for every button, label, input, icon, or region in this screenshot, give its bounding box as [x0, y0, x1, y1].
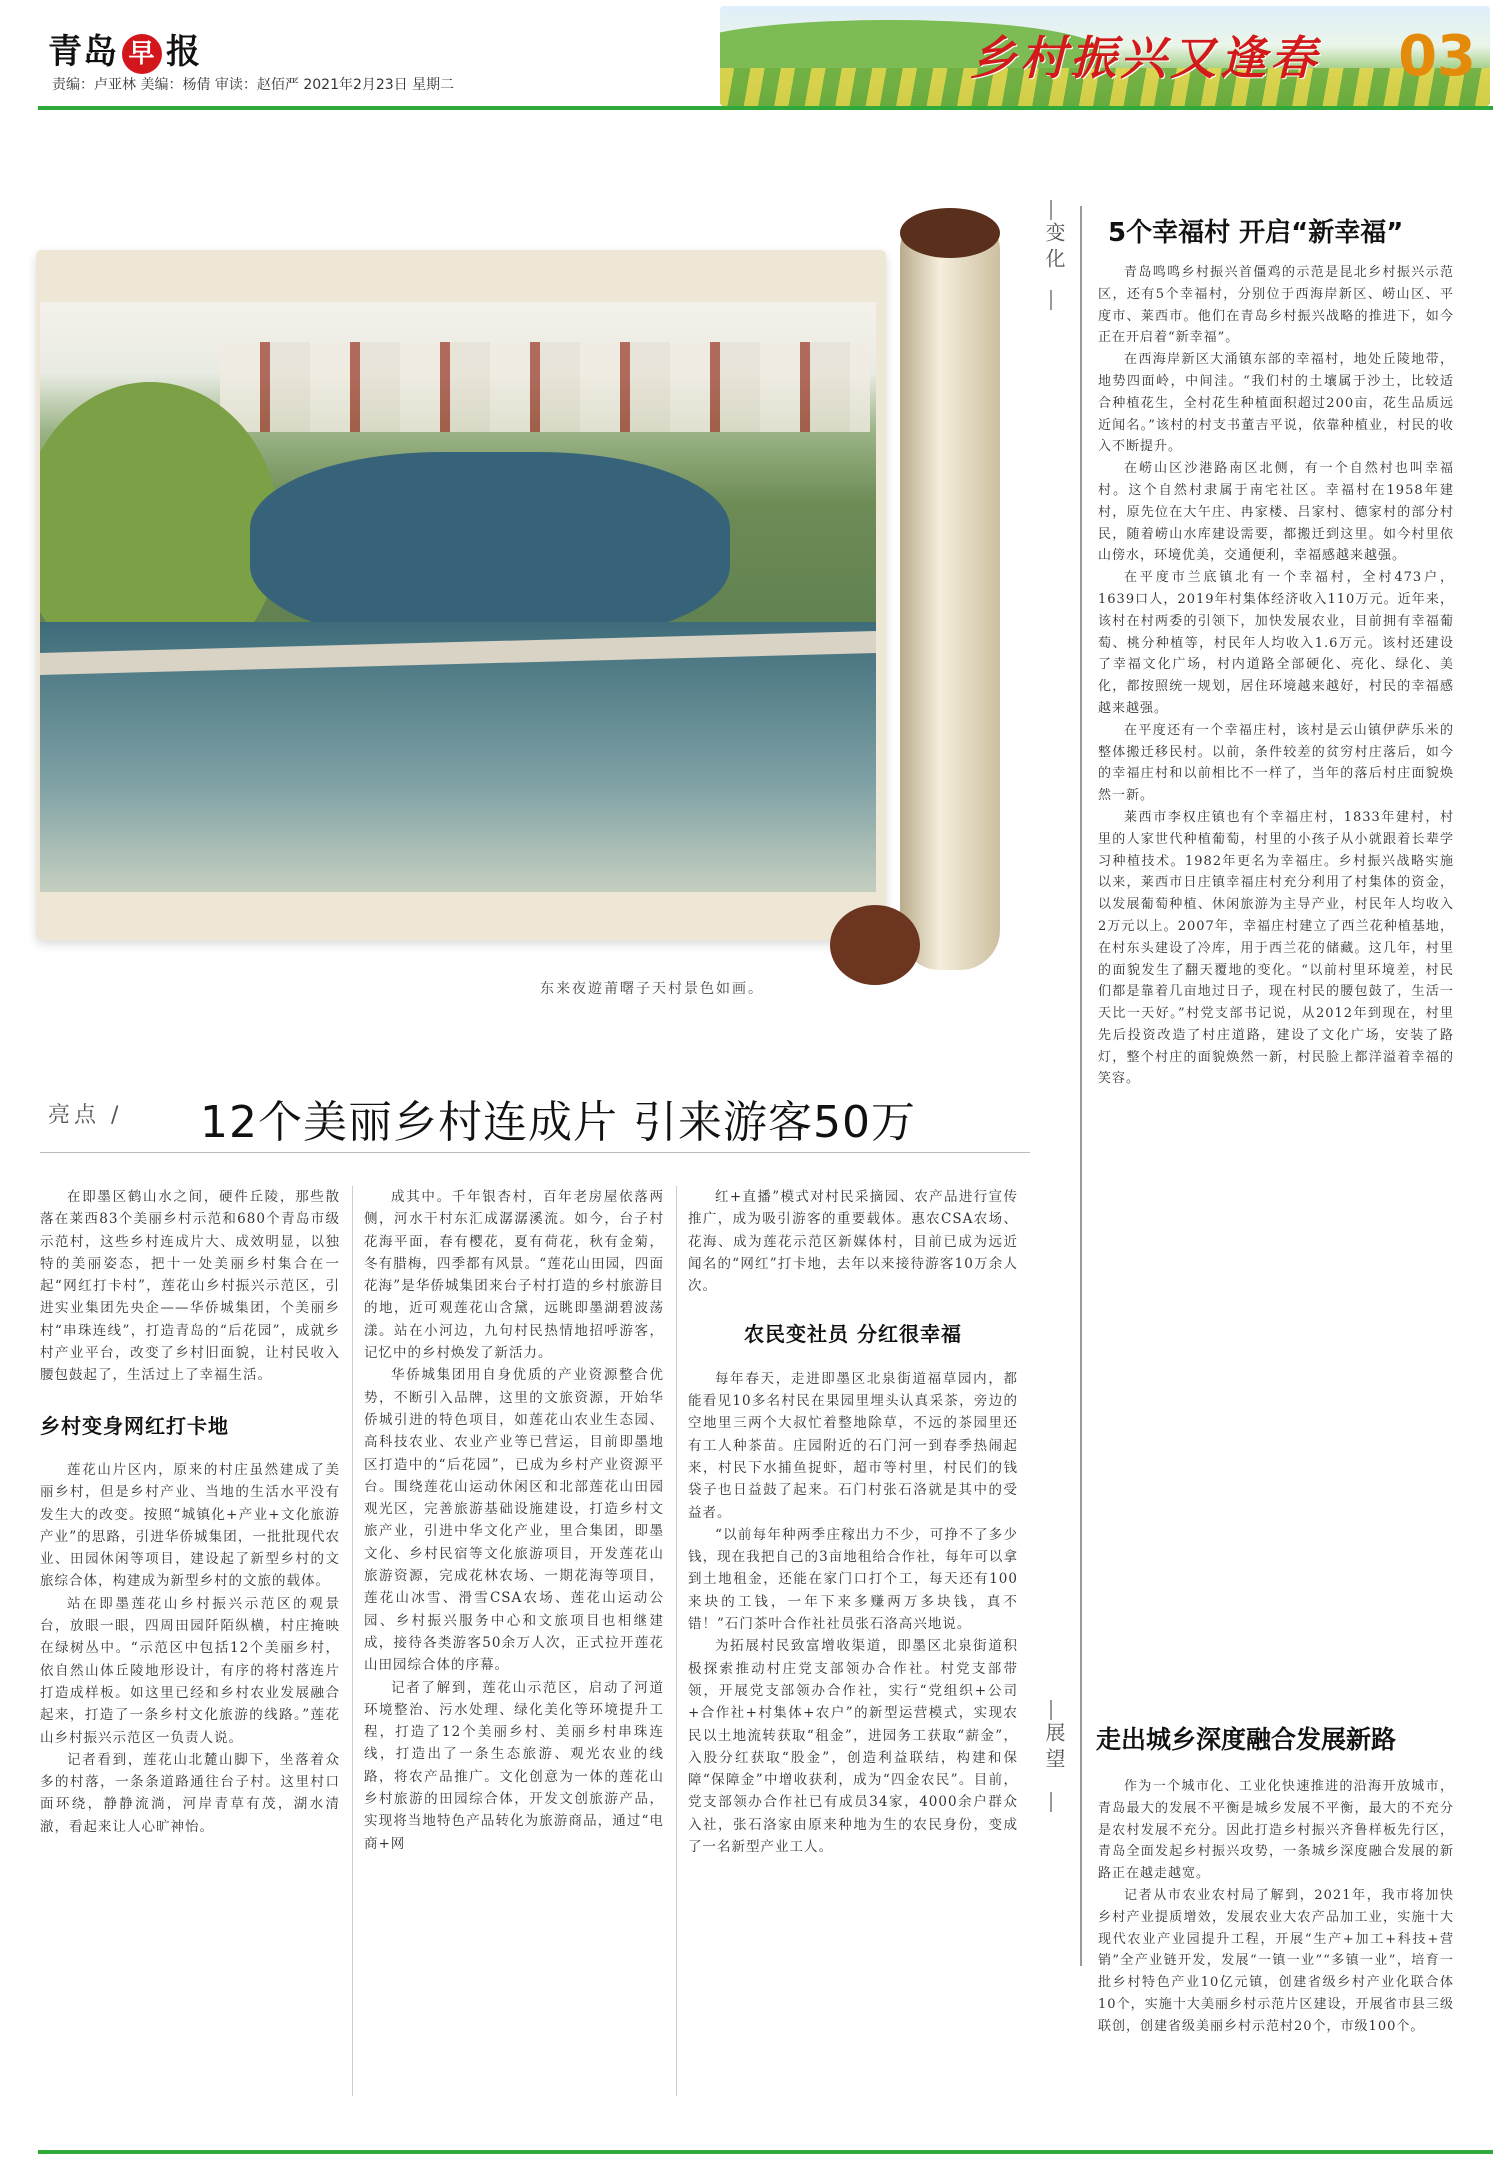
paragraph: 红+直播”模式对村民采摘园、农产品进行宣传推广，成为吸引游客的重要载体。惠农CSA农场、花海、成为莲花示范区新媒体村，目前已成为远近闻名的“网红”打卡地，去年以来接待游客10万余人次。 — [688, 1189, 1018, 1295]
section-tag-highlight: 亮点 / — [48, 1103, 123, 1128]
scroll-roll-cap-bottom — [830, 905, 920, 985]
paragraph: 在平度市兰底镇北有一个幸福村，全村473户，1639口人，2019年村集体经济收入110万元。近年来，该村在村两委的引领下，加快发展农业，目前拥有幸福葡萄、桃分种植等，村民年人均收入1.6万元。该村还建设了幸福文化广场，村内道路全部硬化、亮化、绿化、美化，都按照统一规划，居住环境越来越好，村民的幸福感越来越强。 — [1098, 570, 1454, 716]
section-title: 乡村振兴又逢春 — [970, 31, 1320, 85]
article-column-3 — [688, 1186, 1018, 2106]
scroll-roll-cap-top — [900, 208, 1000, 258]
subhead-village-checkin: 乡村变身网红打卡地 — [40, 1413, 229, 1438]
main-headline: 12个美丽乡村连成片 引来游客50万 — [200, 1097, 916, 1148]
photo-caption: 东来夜遊莆曙子天村景色如画。 — [540, 981, 764, 997]
paragraph: 记者从市农业农村局了解到，2021年，我市将加快乡村产业提质增效，发展农业大农产品加工业，实施十大现代农业产业园提升工程，开展“生产+加工+科技+营销”全产业链开发，发展“一镇一业”“多镇一业”，培育一批乡村特色产业10亿元镇，创建省级乡村产业化联合体10个，实施十大美丽乡村示范片区建设，开展省市县三级联创，创建省级美丽乡村示范村20个，市级100个。 — [1098, 1887, 1454, 2034]
paragraph: 成其中。千年银杏村，百年老房屋依落两侧，河水干村东汇成潺潺溪流。如今，台子村花海平面，春有樱花，夏有荷花，秋有金菊，冬有腊梅，四季都有风景。“莲花山田园，四面花海”是华侨城集团来台子村打造的乡村旅游目的地，近可观莲花山含黛，远眺即墨湖碧波荡漾。站在小河边，九句村民热情地招呼游客，记忆中的乡村焕发了新活力。 — [364, 1189, 664, 1362]
footer-rule — [38, 2150, 1493, 2154]
page-number: 03 — [1398, 24, 1476, 89]
paragraph: 在西海岸新区大涌镇东部的幸福村，地处丘陵地带，地势四面岭，中间洼。“我们村的土壤属于沙土，比较适合种植花生，全村花生种植面积超过200亩，花生品质远近闻名。”该村的村支书董吉平说，依靠种植业，村民的收入不断提升。 — [1098, 352, 1454, 455]
paragraph: 在平度还有一个幸福庄村，该村是云山镇伊萨乐米的整体搬迁移民村。以前，条件较差的贫穷村庄落后，如今的幸福庄村和以前相比不一样了，当年的落后村庄面貌焕然一新。 — [1098, 722, 1454, 804]
article-column-2 — [364, 1186, 664, 2106]
right-outlook-body — [1098, 1776, 1454, 2106]
paragraph: 莱西市李权庄镇也有个幸福庄村，1833年建村，村里的人家世代种植葡萄，村里的小孩子从小就跟着长辈学习种植技术。1982年更名为幸福庄。乡村振兴战略实施以来，莱西市日庄镇幸福庄村充分利用了村集体的资金，以发展葡萄种植、休闲旅游为主导产业，村民年人均收入2万元以上。2007年，幸福庄村建立了西兰花种植基地，在村东头建设了冷库，用于西兰花的储藏。这几年，村里的面貌发生了翻天覆地的变化。“以前村里环境差，村民们都是靠着几亩地过日子，现在村民的腰包鼓了，生活一天比一天好。”村党支部书记说，从2012年到现在，村里先后投资改造了村庄道路，建设了文化广场，安装了路灯，整个村庄的面貌焕然一新，村民脸上都洋溢着幸福的笑容。 — [1098, 809, 1454, 1087]
paragraph: 记者了解到，莲花山示范区，启动了河道环境整治、污水处理、绿化美化等环境提升工程，打造了12个美丽乡村、美丽乡村串珠连线，打造出了一条生态旅游、观光农业的线路，将农产品推广。文化创意为一体的莲花山乡村旅游的田园综合体，开发文创旅游产品，实现将当地特色产品转化为旅游商品，通过“电商+网 — [364, 1679, 664, 1852]
section-banner — [720, 6, 1490, 106]
column-divider — [1080, 206, 1082, 1966]
paragraph: 站在即墨莲花山乡村振兴示范区的观景台，放眼一眼，四周田园阡陌纵横，村庄掩映在绿树丛中。“示范区中包括12个美丽乡村，依自然山体丘陵地形设计，有序的将村落连片打造成样板。如这里已经和乡村农业发展融合起来，打造了一条乡村文化旅游的线路。”莲花山乡村振兴示范区一负责人说。 — [40, 1595, 340, 1746]
headline-rule — [40, 1152, 1030, 1153]
right-heading-urban-rural: 走出城乡深度融合发展新路 — [1096, 1725, 1397, 1754]
paragraph: 记者看到，莲花山北麓山脚下，坐落着众多的村落，一条条道路通往台子村。这里村口面环绕，静静流淌，河岸青草有茂，湖水清澈，看起来让人心旷神怡。 — [40, 1751, 340, 1835]
photo-pond — [250, 452, 730, 642]
paragraph: 在即墨区鹤山水之间，硬件丘陵，那些散落在莱西83个美丽乡村示范和680个青岛市级示范村，这些乡村连成片大、成效明显，以独特的美丽姿态，把十一处美丽乡村集合在一起“网红打卡村”，莲花山乡村振兴示范区，引进实业集团先央企——华侨城集团，个美丽乡村“串珠连线”，打造青岛的“后花园”，成就乡村产业平台，改变了乡村旧面貌，让村民收入腰包鼓起了，生活过上了幸福生活。 — [40, 1189, 340, 1384]
paragraph: 青岛鸣鸣乡村振兴首僵鸡的示范是昆北乡村振兴示范区，还有5个幸福村，分别位于西海岸新区、崂山区、平度市、莱西市。他们在青岛乡村振兴战略的推进下，如今正在开启着“新幸福”。 — [1098, 265, 1454, 346]
label-rule — [1050, 290, 1052, 310]
paragraph: 作为一个城市化、工业化快速推进的沿海开放城市，青岛最大的发展不平衡是城乡发展不平衡，最大的不充分是农村发展不充分。因此打造乡村振兴齐鲁样板先行区，青岛全面发起乡村振兴攻势，一条城乡深度融合发展的新路正在越走越宽。 — [1098, 1779, 1454, 1882]
page-credits: 责编：卢亚林 美编：杨倩 审读：赵佰严 2021年2月23日 星期二 — [52, 77, 455, 93]
paragraph: “以前每年种两季庄稼出力不少，可挣不了多少钱，现在我把自己的3亩地租给合作社，每年可以拿到土地租金，还能在家门口打个工，每天还有100来块的工钱，一年下来多赚两万多块钱，真不错！”石门茶叶合作社社员张石洛高兴地说。 — [688, 1526, 1018, 1633]
newspaper-masthead: 青岛 早 报 — [48, 32, 201, 72]
right-heading-happy-villages: 5个幸福村 开启“新幸福” — [1108, 218, 1404, 248]
subhead-farmers-members: 农民变社员 分红很幸福 — [744, 1322, 962, 1347]
column-divider — [352, 1186, 353, 2096]
label-rule — [1050, 200, 1052, 220]
label-rule — [1050, 1700, 1052, 1720]
section-label-change: 变化 — [1042, 222, 1066, 274]
paragraph: 每年春天，走进即墨区北泉街道福草园内，都能看见10多名村民在果园里埋头认真采茶，旁边的空地里三两个大叔忙着整地除草，不远的茶园里还有工人种茶苗。庄园附近的石门河一到春季热闹起来，村民下水捕鱼捉虾，超市等村里，村民们的钱袋子也日益鼓了起来。石门村张石洛就是其中的受益者。 — [688, 1370, 1018, 1521]
paragraph: 在崂山区沙港路南区北侧，有一个自然村也叫幸福村。这个自然村隶属于南宅社区。幸福村在1958年建村，原先位在大午庄、冉家楼、吕家村、德家村的部分村民，随着崂山水库建设需要，都搬迁到这里。如今村里依山傍水，环境优美，交通便利，幸福感越来越强。 — [1098, 461, 1454, 564]
header-rule — [38, 106, 1493, 110]
label-rule — [1050, 1792, 1052, 1812]
article-column-1 — [40, 1186, 340, 2106]
column-divider — [676, 1186, 677, 2096]
paragraph: 莲花山片区内，原来的村庄虽然建成了美丽乡村，但是乡村产业、当地的生活水平没有发生大的改变。按照“城镇化+产业+文化旅游产业”的思路，引进华侨城集团，一批批现代农业、田园休闲等项目，建设起了新型乡村的文旅综合体，构建成为新型乡村的文旅的载体。 — [40, 1461, 340, 1590]
scroll-roll — [900, 210, 1000, 970]
masthead-badge: 早 — [122, 34, 162, 74]
village-pond-photo — [40, 302, 876, 892]
right-article-body — [1098, 262, 1454, 1632]
paragraph: 为拓展村民致富增收渠道，即墨区北泉街道积极探索推动村庄党支部领办合作社。村党支部带领，开展党支部领办合作社，实行“党组织+公司+合作社+村集体+农户”的新型运营模式，实现农民以土地流转获取“租金”，进园务工获取“薪金”，入股分红获取“股金”，创造利益联结，构建和保障“保障金”中增收获利，成为“四金农民”。目前，党支部领办合作社已有成员34家，4000余户群众入社，张石洛家由原来种地为生的农民身份，变成了一名新型产业工人。 — [688, 1638, 1018, 1856]
paragraph: 华侨城集团用自身优质的产业资源整合优势，不断引入品牌，这里的文旅资源，开始华侨城引进的特色项目，如莲花山农业生态园、高科技农业、农业产业等已营运，目前即墨地区打造中的“后花园”，已成为乡村产业资源平台。围绕莲花山运动休闲区和北部莲花山田园观光区，完善旅游基础设施建设，打造乡村文旅产业，引进中华文化产业，里合集团，即墨文化、乡村民宿等文化旅游项目，开发莲花山旅游资源，完成花林农场、一期花海等项目，莲花山冰雪、滑雪CSA农场、莲花山运动公园、乡村振兴服务中心和文旅项目也相继建成，接待各类游客50余万人次，正式拉开莲花山田园综合体的序幕。 — [364, 1367, 664, 1674]
photo-houses — [220, 342, 870, 432]
section-label-outlook: 展望 — [1042, 1722, 1066, 1774]
